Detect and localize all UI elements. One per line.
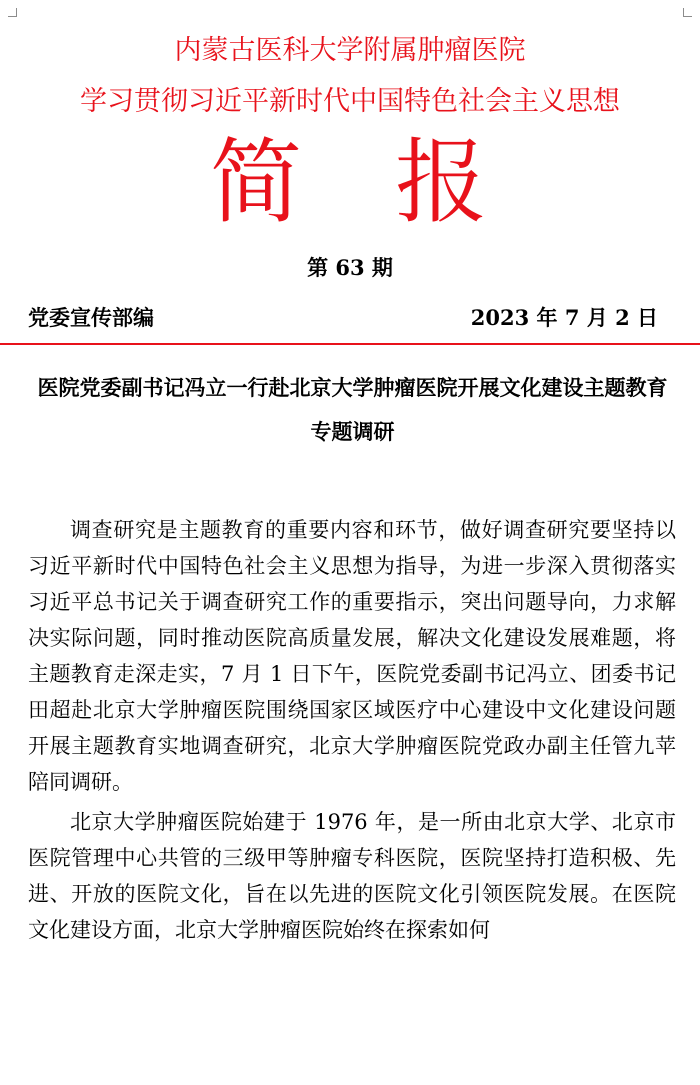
article-title: 医院党委副书记冯立一行赴北京大学肿瘤医院开展文化建设主题教育专题调研 <box>37 375 668 444</box>
article-body <box>28 512 676 952</box>
page-corner-mark-right <box>683 8 692 17</box>
paragraph-2: 北京大学肿瘤医院始建于 1976 年，是一所由北京大学、北京市医院管理中心共管的三级甲等肿瘤专科医院，医院坚持打造积极、先进、开放的医院文化，旨在以先进的医院文化引领医院发展。在医院文化建设方面，北京大学肿瘤医院始终在探索如何 <box>28 810 676 942</box>
organization-name: 内蒙古医科大学附属肿瘤医院 <box>174 35 526 66</box>
masthead-char-2: 报 <box>395 129 488 236</box>
paragraph-1: 调查研究是主题教育的重要内容和环节，做好调查研究要坚持以习近平新时代中国特色社会主义思想为指导，为进一步深入贯彻落实习近平总书记关于调查研究工作的重要指示，突出问题导向，力求解决实际问题，同时推动医院高质量发展，解决文化建设发展难题，将主题教育走深走实，7 月 1 日下午，医院党委副书记冯立、团委书记田超赴北京大学肿瘤医院围绕国家区域医疗中心建设中文化建设问题开展主题教育实地调查研究，北京大学肿瘤医院党政办副主任管九苹陪同调研。 <box>28 518 676 794</box>
campaign-subtitle: 学习贯彻习近平新时代中国特色社会主义思想 <box>80 86 620 117</box>
editor-department: 党委宣传部编 <box>28 305 154 330</box>
masthead <box>0 128 700 238</box>
red-divider-line <box>0 343 700 345</box>
editor-date-row <box>28 302 658 334</box>
publish-date: 2023 年 7 月 2 日 <box>470 305 658 330</box>
page-corner-mark-left <box>8 8 17 17</box>
masthead-char-1: 简 <box>210 129 303 236</box>
issue-number: 第 63 期 <box>307 255 393 280</box>
